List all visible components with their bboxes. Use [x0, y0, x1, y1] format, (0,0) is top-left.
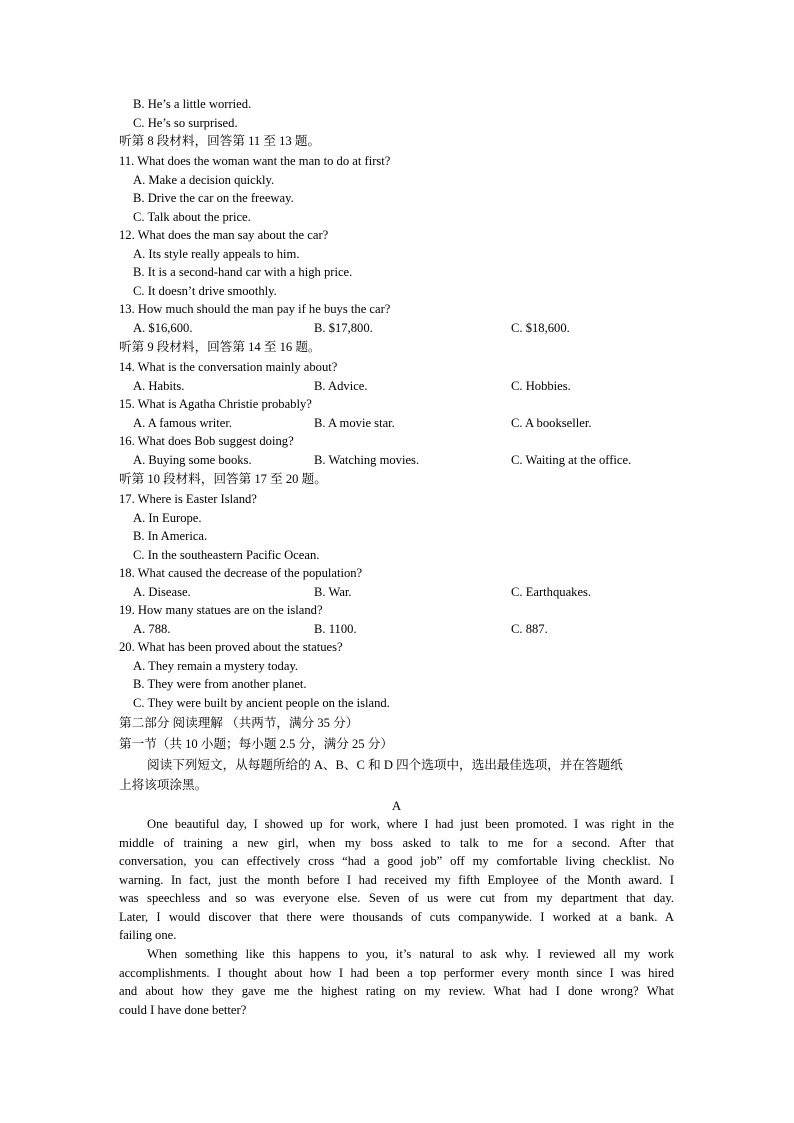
question-14-option-c: C. Hobbies.	[511, 379, 571, 393]
paragraph-1-line: conversation, you can effectively cross “had a good job” off my comfortable living checklist. No	[119, 854, 674, 868]
option-c-surprised: C. He’s so surprised.	[133, 116, 238, 130]
question-14-stem: 14. What is the conversation mainly about?	[119, 360, 338, 374]
question-16-option-b: B. Watching movies.	[314, 453, 420, 467]
question-16-stem: 16. What does Bob suggest doing?	[119, 434, 294, 448]
paragraph-1-line: One beautiful day, I showed up for work, where I had just been promoted. I was right in the	[147, 817, 674, 831]
question-17-option-a: A. In Europe.	[133, 511, 202, 525]
question-18-option-a: A. Disease.	[133, 585, 191, 599]
part-2-section-1-title: 第一节（共 10 小题；每小题 2.5 分，满分 25 分）	[119, 737, 393, 751]
question-15-option-a: A. A famous writer.	[133, 416, 232, 430]
paragraph-2-line: could I have done better?	[119, 1002, 247, 1017]
question-15-option-b: B. A movie star.	[314, 416, 395, 430]
section-8-heading: 听第 8 段材料，回答第 11 至 13 题。	[119, 134, 321, 148]
question-18-option-b: B. War.	[314, 585, 352, 599]
question-11-stem: 11. What does the woman want the man to do at first?	[119, 154, 391, 168]
paragraph-1-line: Later, I would discover that there were thousands of cuts companywide. I worked at a bank. A	[119, 909, 674, 924]
question-11-option-b: B. Drive the car on the freeway.	[133, 191, 294, 205]
question-12-option-a: A. Its style really appeals to him.	[133, 247, 300, 261]
question-19-option-c: C. 887.	[511, 622, 548, 636]
passage-label: A	[391, 799, 402, 813]
question-19-option-b: B. 1100.	[314, 622, 357, 636]
question-12-stem: 12. What does the man say about the car?	[119, 228, 329, 242]
question-20-stem: 20. What has been proved about the statues?	[119, 640, 343, 654]
question-13-option-b: B. $17,800.	[314, 321, 373, 335]
question-12-option-c: C. It doesn’t drive smoothly.	[133, 284, 277, 298]
question-15-option-c: C. A bookseller.	[511, 416, 592, 430]
paragraph-1-line: was speechless and so was everyone else. Seven of us were cut from my department that day.	[119, 891, 674, 905]
question-13-option-a: A. $16,600.	[133, 321, 193, 335]
paragraph-1-line: failing one.	[119, 928, 177, 942]
question-17-option-b: B. In America.	[133, 529, 208, 543]
question-20-option-a: A. They remain a mystery today.	[133, 659, 299, 673]
part-2-title: 第二部分 阅读理解 （共两节，满分 35 分）	[119, 716, 359, 730]
question-20-option-c: C. They were built by ancient people on the island.	[133, 696, 390, 710]
passage-paragraph-1	[119, 815, 674, 945]
question-16-option-a: A. Buying some books.	[133, 453, 252, 467]
section-10-heading: 听第 10 段材料，回答第 17 至 20 题。	[119, 472, 327, 486]
question-11-option-a: A. Make a decision quickly.	[133, 173, 275, 187]
question-13-option-c: C. $18,600.	[511, 321, 570, 335]
section-9-heading: 听第 9 段材料，回答第 14 至 16 题。	[119, 340, 321, 354]
option-b-worried: B. He’s a little worried.	[133, 97, 252, 111]
paragraph-1-line: warning. In fact, just the month before I had received my fifth Employee of the Month award. I	[119, 872, 674, 887]
question-14-option-a: A. Habits.	[133, 379, 185, 393]
instructions-line-2: 上将该项涂黑。	[119, 778, 208, 792]
paragraph-2-line: When something like this happens to you, it’s natural to ask why. I reviewed all my work	[147, 947, 674, 961]
question-19-option-a: A. 788.	[133, 622, 171, 636]
question-11-option-c: C. Talk about the price.	[133, 210, 251, 224]
question-20-option-b: B. They were from another planet.	[133, 677, 307, 691]
paragraph-2-line: and about how they gave me the highest rating on my review. What had I done wrong? What	[119, 984, 674, 998]
question-13-stem: 13. How much should the man pay if he buys the car?	[119, 302, 391, 316]
passage-paragraph-2	[119, 945, 674, 1019]
question-18-stem: 18. What caused the decrease of the population?	[119, 566, 363, 580]
paragraph-1-line: middle of training a new girl, when my boss asked to talk to me for a second. After that	[119, 835, 674, 850]
question-18-option-c: C. Earthquakes.	[511, 585, 592, 599]
instructions-line-1: 阅读下列短文，从每题所给的 A、B、C 和 D 四个选项中，选出最佳选项，并在答题纸	[147, 758, 623, 772]
paragraph-2-line: accomplishments. I thought about how I had been a top performer every month since I was hired	[119, 965, 674, 980]
question-17-stem: 17. Where is Easter Island?	[119, 492, 257, 506]
question-17-option-c: C. In the southeastern Pacific Ocean.	[133, 548, 320, 562]
question-19-stem: 19. How many statues are on the island?	[119, 603, 323, 617]
question-16-option-c: C. Waiting at the office.	[511, 453, 632, 467]
question-15-stem: 15. What is Agatha Christie probably?	[119, 397, 312, 411]
question-14-option-b: B. Advice.	[314, 379, 368, 393]
question-12-option-b: B. It is a second-hand car with a high price.	[133, 265, 353, 279]
